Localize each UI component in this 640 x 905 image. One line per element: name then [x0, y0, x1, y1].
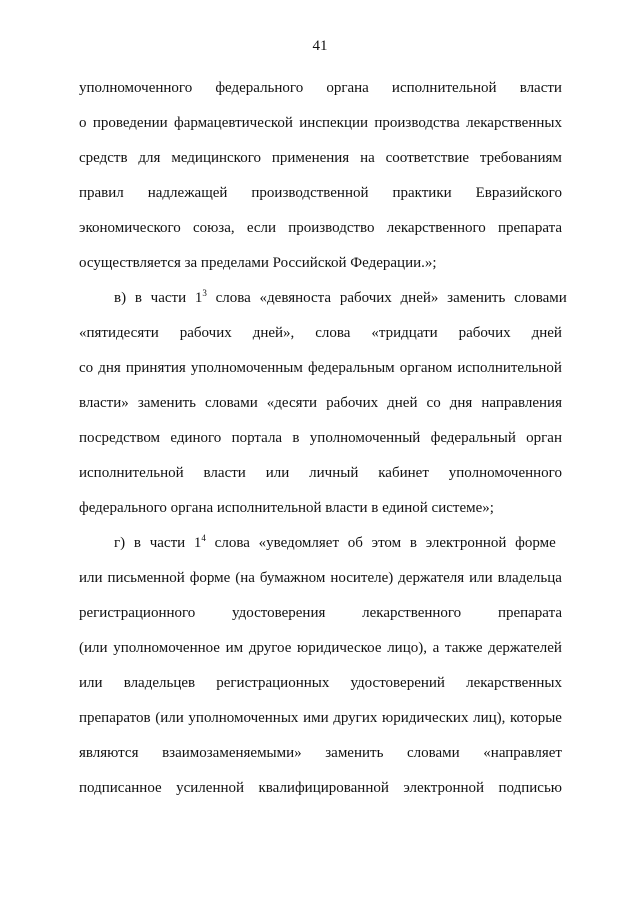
word: посредством — [79, 430, 161, 446]
word: удостоверения — [232, 605, 326, 621]
word: «направляет — [483, 745, 562, 761]
text-line — [79, 78, 562, 98]
word: уполномоченный — [309, 430, 421, 446]
word: бумажном — [259, 570, 326, 586]
word: личный — [309, 465, 359, 481]
word: препарата — [497, 605, 562, 621]
text-fragment: слова «девяноста рабочих дней» заменить словами — [206, 290, 567, 306]
word: дня — [449, 395, 473, 411]
text-line — [79, 218, 562, 238]
paragraph-start-v — [114, 288, 567, 308]
word: о — [79, 115, 87, 131]
word: (на — [235, 570, 255, 586]
word: союза, — [192, 220, 235, 236]
word: медицинского — [171, 150, 261, 166]
superscript: 4 — [201, 533, 206, 543]
word: дней», — [252, 325, 295, 341]
word: со — [79, 360, 94, 376]
word: (или — [155, 710, 184, 726]
word: лиц), — [473, 710, 506, 726]
word: являются — [79, 745, 139, 761]
text-line: осуществляется за пределами Российской Федерации.»; — [79, 255, 437, 271]
word: регистрационного — [79, 605, 196, 621]
superscript: 3 — [202, 288, 207, 298]
word: власти — [203, 465, 246, 481]
word: владельцев — [123, 675, 196, 691]
word: (или — [79, 640, 108, 656]
text-line — [79, 323, 562, 343]
word: письменной — [107, 570, 185, 586]
word: усиленной — [176, 780, 245, 796]
word: уполномоченное — [113, 640, 220, 656]
word: лицо), — [387, 640, 427, 656]
word: власти — [519, 80, 562, 96]
text-fragment: слова «уведомляет об этом в электронной форме — [205, 535, 556, 551]
word: рабочих — [179, 325, 232, 341]
word: федеральным — [307, 360, 395, 376]
word: или — [265, 465, 290, 481]
word: применения — [271, 150, 350, 166]
word: словами — [407, 745, 460, 761]
word: федеральный — [430, 430, 516, 446]
word: производство — [288, 220, 375, 236]
text-line — [79, 463, 562, 483]
word: держателя — [398, 570, 465, 586]
word: лекарственного — [386, 220, 486, 236]
word: взаимозаменяемыми» — [162, 745, 302, 761]
word: производственной — [251, 185, 369, 201]
text-fragment: г) в части 1 — [114, 535, 202, 551]
word: препаратов — [79, 710, 151, 726]
word: уполномоченного — [79, 80, 193, 96]
word: инспекции — [299, 115, 369, 131]
word: для — [138, 150, 161, 166]
word: подписанное — [79, 780, 162, 796]
text-line — [79, 183, 562, 203]
word: или — [79, 675, 103, 691]
word: квалифицированной — [258, 780, 389, 796]
word: кабинет — [378, 465, 429, 481]
text-line — [79, 673, 562, 693]
word: принятия — [125, 360, 186, 376]
word: орган — [526, 430, 562, 446]
word: рабочих — [326, 395, 379, 411]
word: фармацевтической — [173, 115, 293, 131]
word: словами — [205, 395, 258, 411]
word: лекарственного — [362, 605, 462, 621]
word: или — [469, 570, 493, 586]
word: препарата — [497, 220, 562, 236]
word: «пятидесяти — [79, 325, 159, 341]
word: слова — [315, 325, 351, 341]
word: исполнительной — [457, 360, 562, 376]
word: которые — [510, 710, 562, 726]
word: других — [333, 710, 378, 726]
text-line — [79, 708, 562, 728]
word: уполномоченного — [448, 465, 562, 481]
word: органа — [326, 80, 369, 96]
word: в — [292, 430, 300, 446]
word: удостоверений — [350, 675, 445, 691]
word: «тридцати — [371, 325, 438, 341]
word: исполнительной — [391, 80, 497, 96]
word: единого — [170, 430, 222, 446]
word: федерального — [215, 80, 304, 96]
text-line — [79, 428, 562, 448]
word: заменить — [325, 745, 384, 761]
text-line — [79, 113, 562, 133]
text-line — [79, 568, 562, 588]
word: направления — [481, 395, 562, 411]
word: проведении — [92, 115, 168, 131]
word: Евразийского — [475, 185, 562, 201]
word: производства — [374, 115, 460, 131]
word: или — [79, 570, 103, 586]
word: портала — [231, 430, 283, 446]
word: органом — [399, 360, 453, 376]
word: подписью — [498, 780, 562, 796]
word: уполномоченных — [188, 710, 299, 726]
word: дня — [98, 360, 121, 376]
word: на — [360, 150, 375, 166]
word: власти» — [79, 395, 129, 411]
word: электронной — [403, 780, 485, 796]
word: ими — [303, 710, 329, 726]
text-line: федерального органа исполнительной власти в единой системе»; — [79, 500, 494, 516]
word: правил — [79, 185, 124, 201]
word: рабочих — [458, 325, 511, 341]
word: со — [426, 395, 441, 411]
word: экономического — [79, 220, 181, 236]
paragraph-start-g — [114, 533, 562, 553]
word: им — [225, 640, 244, 656]
word: «десяти — [266, 395, 318, 411]
word: дней — [531, 325, 562, 341]
word: средств — [79, 150, 128, 166]
text-line — [79, 638, 562, 658]
word: регистрационных — [216, 675, 330, 691]
text-line — [79, 358, 562, 378]
word: держателей — [488, 640, 562, 656]
page-number: 41 — [312, 38, 328, 54]
word: если — [246, 220, 277, 236]
word: другое — [248, 640, 292, 656]
word: юридических — [382, 710, 469, 726]
text-line — [79, 603, 562, 623]
word: форме — [189, 570, 231, 586]
word: юридическое — [297, 640, 382, 656]
text-line — [79, 743, 562, 763]
word: заменить — [137, 395, 196, 411]
word: владельца — [497, 570, 562, 586]
word: носителе) — [330, 570, 394, 586]
word: также — [444, 640, 483, 656]
word: лекарственных — [466, 115, 562, 131]
text-line — [79, 393, 562, 413]
text-line — [79, 148, 562, 168]
word: требованиям — [479, 150, 562, 166]
text-line — [79, 778, 562, 798]
word: дней — [387, 395, 418, 411]
word: уполномоченным — [190, 360, 303, 376]
word: исполнительной — [79, 465, 184, 481]
word: а — [432, 640, 440, 656]
word: соответствие — [385, 150, 470, 166]
word: надлежащей — [147, 185, 228, 201]
word: лекарственных — [466, 675, 562, 691]
text-fragment: в) в части 1 — [114, 290, 203, 306]
word: практики — [392, 185, 452, 201]
